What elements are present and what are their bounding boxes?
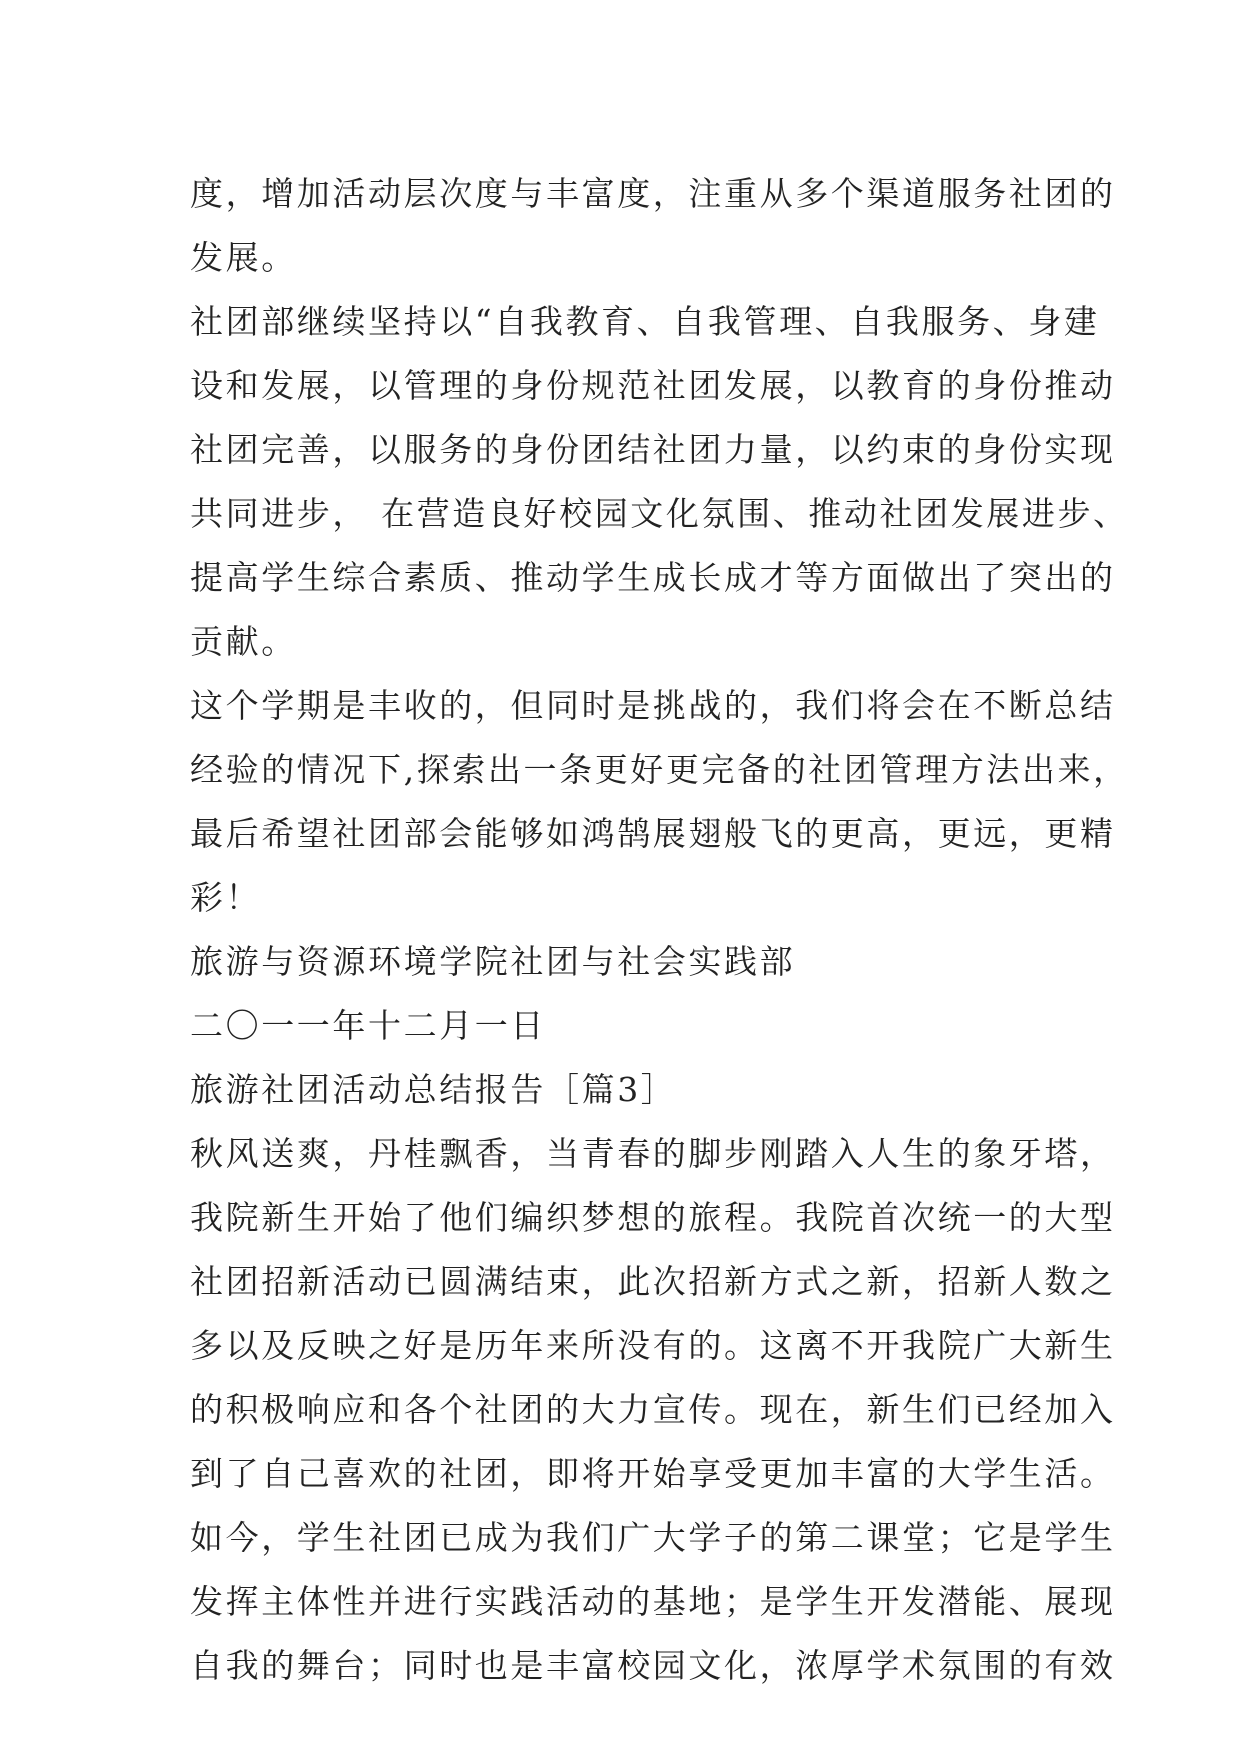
text-line: 经验的情况下,探索出一条更好更完备的社团管理方法出来，	[190, 750, 1129, 789]
text-line: 我院新生开始了他们编织梦想的旅程。我院首次统一的大型	[190, 1198, 1116, 1237]
text-line: 度，增加活动层次度与丰富度，注重从多个渠道服务社团的	[190, 174, 1116, 213]
text-line: 这个学期是丰收的，但同时是挑战的，我们将会在不断总结	[190, 686, 1116, 725]
text-line: 共同进步， 在营造良好校园文化氛围、推动社团发展进步、	[190, 494, 1129, 533]
text-line: 发挥主体性并进行实践活动的基地；是学生开发潜能、展现	[190, 1582, 1116, 1621]
text-line: 彩！	[190, 878, 262, 917]
text-line: 社团部继续坚持以“自我教育、自我管理、自我服务、身建	[190, 302, 1100, 341]
text-line: 的积极响应和各个社团的大力宣传。现在，新生们已经加入	[190, 1390, 1116, 1429]
text-line: 社团招新活动已圆满结束，此次招新方式之新，招新人数之	[190, 1262, 1116, 1301]
section-heading: 旅游社团活动总结报告［篇3］	[190, 1070, 677, 1109]
text-line: 秋风送爽，丹桂飘香，当青春的脚步刚踏入人生的象牙塔，	[190, 1134, 1116, 1173]
document-body	[190, 162, 1129, 1698]
text-line: 到了自己喜欢的社团，即将开始享受更加丰富的大学生活。	[190, 1454, 1116, 1493]
text-line: 最后希望社团部会能够如鸿鹄展翅般飞的更高，更远，更精	[190, 814, 1116, 853]
text-line: 社团完善，以服务的身份团结社团力量，以约束的身份实现	[190, 430, 1116, 469]
text-line: 发展。	[190, 238, 297, 277]
signature-organization: 旅游与资源环境学院社团与社会实践部	[190, 942, 796, 981]
text-line: 贡献。	[190, 622, 297, 661]
text-line: 自我的舞台；同时也是丰富校园文化，浓厚学术氛围的有效	[190, 1646, 1116, 1685]
signature-date: 二〇一一年十二月一日	[190, 1006, 546, 1045]
text-line: 如今，学生社团已成为我们广大学子的第二课堂；它是学生	[190, 1518, 1116, 1557]
text-line: 多以及反映之好是历年来所没有的。这离不开我院广大新生	[190, 1326, 1116, 1365]
text-line: 设和发展，以管理的身份规范社团发展，以教育的身份推动	[190, 366, 1116, 405]
text-line: 提高学生综合素质、推动学生成长成才等方面做出了突出的	[190, 558, 1116, 597]
